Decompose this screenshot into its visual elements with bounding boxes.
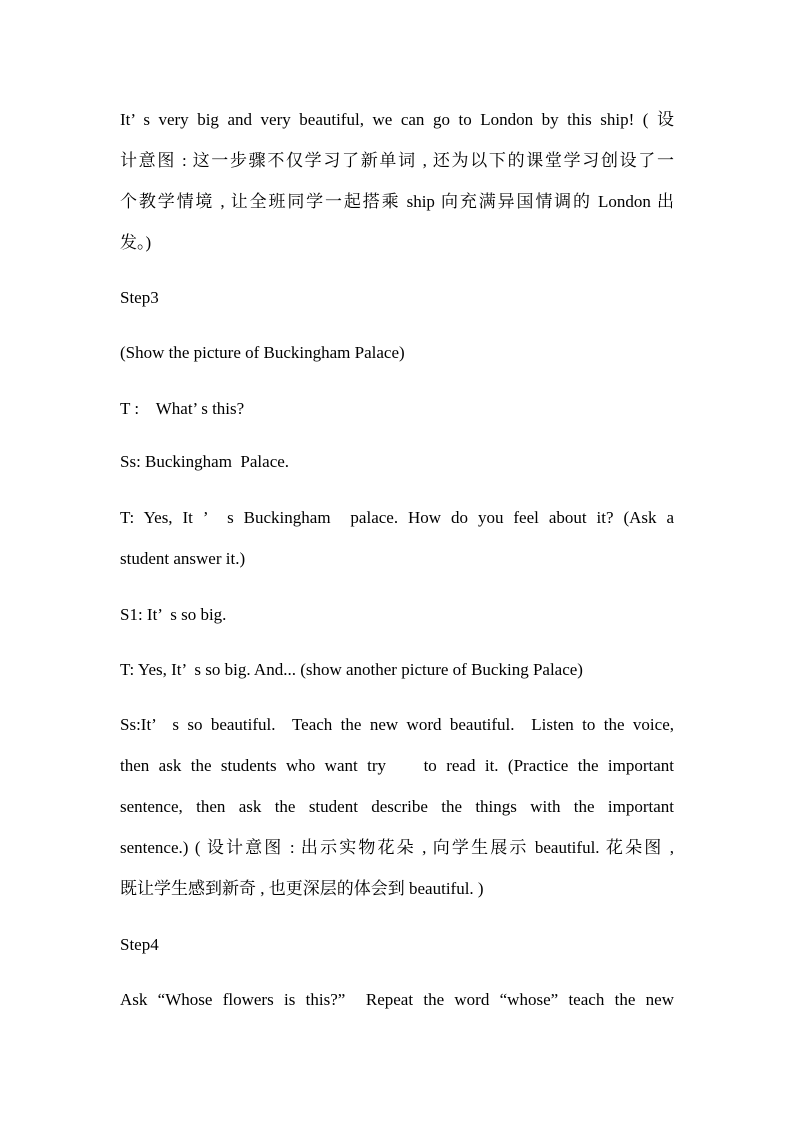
text-line: 既让学生感到新奇 , 也更深层的体会到 beautiful. )	[120, 879, 484, 898]
paragraph-teacher-another	[120, 649, 674, 690]
step3-heading	[120, 277, 674, 318]
text-line: (Show the picture of Buckingham Palace)	[120, 343, 405, 362]
text-line: sentence.) ( 设计意图 : 出示实物花朵 , 向学生展示 beautiful. 花朵图 ,	[120, 838, 674, 857]
paragraph-show-picture	[120, 332, 674, 373]
text-line: 个教学情境 , 让全班同学一起搭乘 ship 向充满异国情调的 London 出	[120, 192, 674, 211]
text-line: sentence, then ask the student describe the things with the important	[120, 797, 674, 816]
text-line: 计意图 : 这一步骤不仅学习了新单词 , 还为以下的课堂学习创设了一	[120, 151, 674, 170]
text-line: It’ s very big and very beautiful, we can go to London by this ship! ( 设	[120, 110, 674, 129]
text-line: T : What’ s this?	[120, 399, 245, 418]
paragraph-s1-answer	[120, 594, 674, 635]
text-line: then ask the students who want try to read it. (Practice the important	[120, 756, 674, 775]
paragraph-beautiful	[120, 704, 674, 909]
text-line: student answer it.)	[120, 549, 246, 568]
paragraph-whose	[120, 979, 674, 1020]
text-line: Ask “Whose flowers is this?” Repeat the word “whose” teach the new	[120, 990, 674, 1009]
paragraph-teacher-feel	[120, 497, 674, 579]
text-line: Ss:It’ s so beautiful. Teach the new word beautiful. Listen to the voice,	[120, 715, 674, 734]
paragraph-intro	[120, 99, 674, 263]
text-line: Ss: Buckingham Palace.	[120, 452, 290, 471]
text-line: 发。)	[120, 233, 152, 252]
paragraph-students-answer	[120, 441, 674, 482]
text-line: Step4	[120, 935, 159, 954]
text-line: S1: It’ s so big.	[120, 605, 227, 624]
text-line: Step3	[120, 288, 159, 307]
step4-heading	[120, 924, 674, 965]
text-line: T: Yes, It ’ s Buckingham palace. How do you feel about it? (Ask a	[120, 508, 674, 527]
text-line: T: Yes, It’ s so big. And... (show another picture of Bucking Palace)	[120, 660, 583, 679]
paragraph-teacher-question	[120, 388, 674, 429]
